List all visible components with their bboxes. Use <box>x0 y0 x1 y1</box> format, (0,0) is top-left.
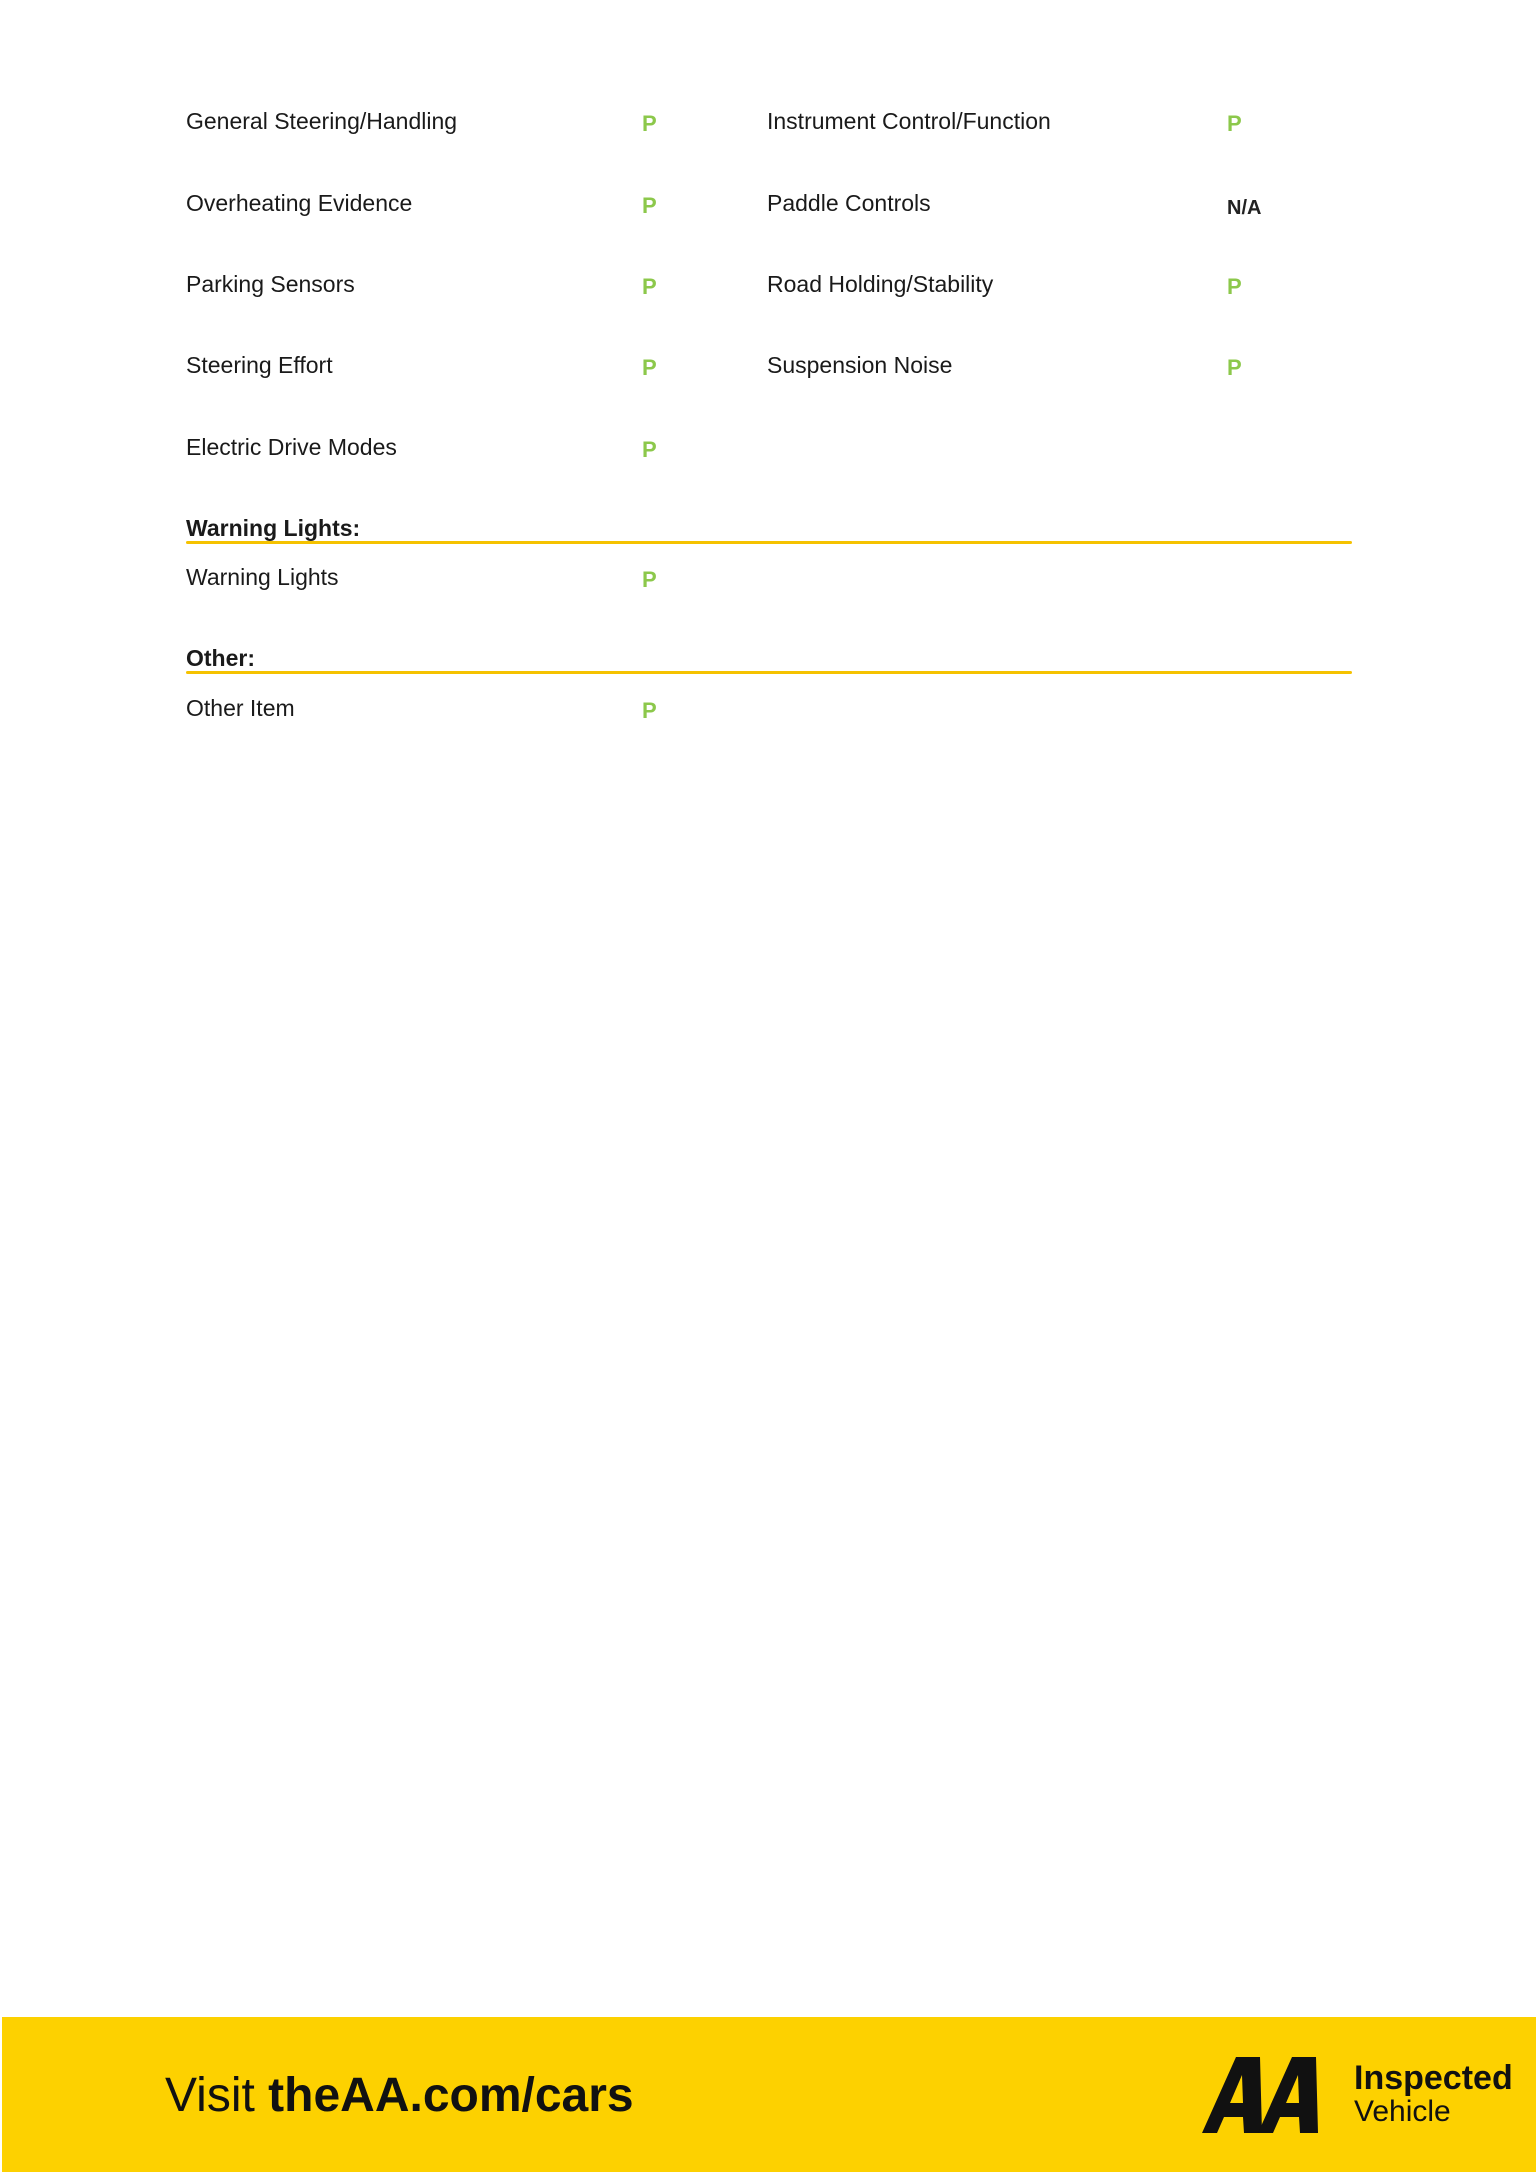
check-result: P <box>1227 355 1242 380</box>
badge-inspected: Inspected <box>1354 2059 1513 2097</box>
check-label: Paddle Controls <box>767 190 931 216</box>
badge-vehicle: Vehicle <box>1354 2095 1451 2128</box>
check-result: P <box>642 355 657 380</box>
footer-banner <box>2 2017 1536 2172</box>
footer-visit-text <box>165 2069 634 2123</box>
visit-prefix: Visit <box>165 2069 269 2122</box>
check-label: Other Item <box>186 695 295 721</box>
check-result: P <box>642 567 657 592</box>
section-divider <box>186 541 1352 544</box>
check-label: Suspension Noise <box>767 352 953 378</box>
check-label: General Steering/Handling <box>186 108 458 134</box>
check-label: Warning Lights <box>186 564 339 590</box>
section-divider <box>186 671 1352 674</box>
check-result: N/A <box>1227 197 1262 219</box>
check-result: P <box>1227 111 1242 136</box>
check-result: P <box>642 193 657 218</box>
check-result: P <box>642 274 657 299</box>
check-result: P <box>642 698 657 723</box>
section-title: Other: <box>186 645 255 671</box>
check-label: Overheating Evidence <box>186 190 413 216</box>
check-result: P <box>1227 274 1242 299</box>
visit-url-link[interactable]: theAA.com/cars <box>268 2069 634 2122</box>
check-label: Instrument Control/Function <box>767 108 1051 134</box>
check-result: P <box>642 437 657 462</box>
check-label: Steering Effort <box>186 352 333 378</box>
check-label: Parking Sensors <box>186 271 355 297</box>
section-title: Warning Lights: <box>186 515 361 541</box>
check-label: Electric Drive Modes <box>186 434 397 460</box>
check-label: Road Holding/Stability <box>767 271 994 297</box>
aa-logo-icon <box>1202 2057 1324 2133</box>
check-result: P <box>642 111 657 136</box>
